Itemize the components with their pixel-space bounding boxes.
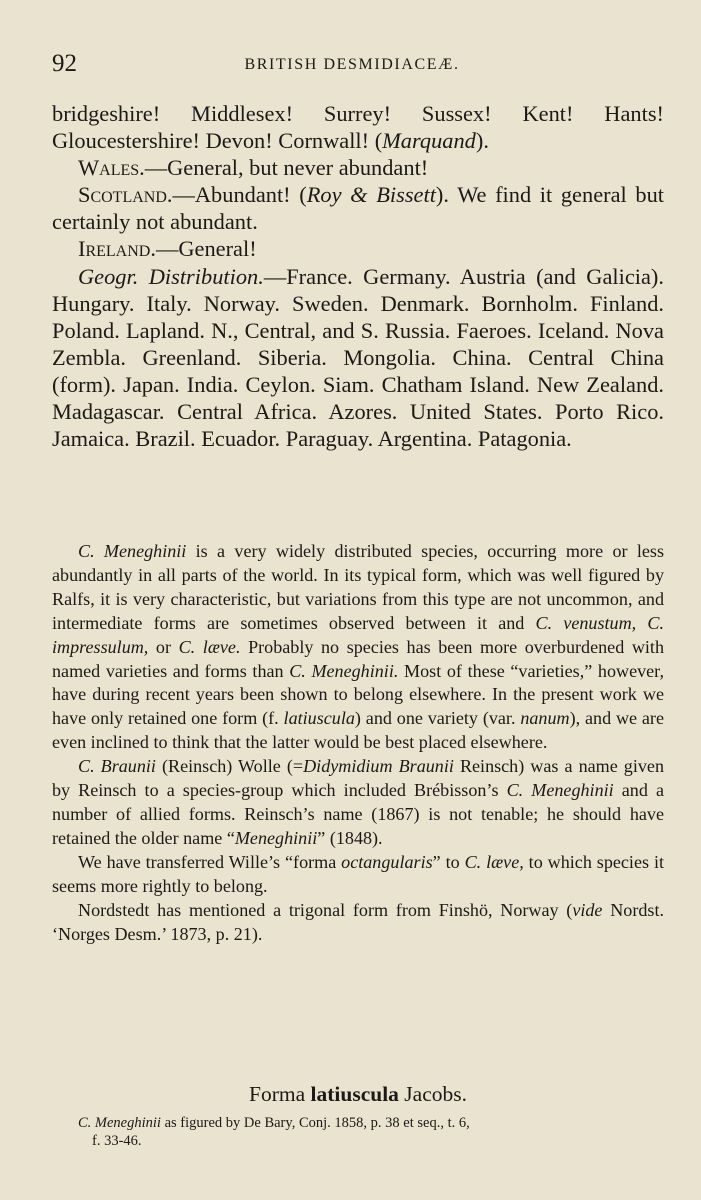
- note-paragraph-1: C. Meneghinii is a very widely distributed species, occurring more or less abundantly in all parts of the world. In its typical form, which was well figured by Ralfs, it is very characteristic, but variations from this type are not uncommon, and intermediate forms are sometimes observed between it and C. venustum, C. impressulum, or C. læve. Probably no species has been more overburdened with named varieties and forms than C. Meneghinii. Most of these “varieties,” however, have during recent years been shown to belong elsewhere. In the present work we have only retained one form (f. latiuscula) and one variety (var. nanum), and we are even inclined to think that the latter would be best placed elsewhere.: [52, 541, 665, 753]
- ireland-label: Ireland: [78, 236, 151, 262]
- note-paragraph-3: We have transferred Wille’s “forma octangularis” to C. læve, to which species it seems more rightly to belong.: [52, 851, 664, 896]
- forma-citation: C. Meneghinii as figured by De Bary, Conj. 1858, p. 38 et seq., t. 6, f. 33-46.: [78, 1115, 470, 1149]
- forma-name: latiuscula: [310, 1082, 399, 1106]
- forma-heading: Forma latiuscula Jacobs.: [249, 1082, 467, 1106]
- england-distribution: bridgeshire! Middlesex! Surrey! Sussex! Kent! Hants! Gloucestershire! Devon! Cornwall! (Marquand).: [52, 101, 664, 154]
- wales-label: Wales: [78, 155, 140, 181]
- ireland-distribution: Ireland.—General!: [78, 236, 257, 262]
- page-header: [52, 50, 652, 84]
- notes-section: [52, 540, 664, 946]
- distribution-section: [52, 100, 664, 452]
- wales-distribution: Wales.—General, but never abundant!: [78, 155, 429, 181]
- geographical-distribution: Geogr. Distribution.—France. Germany. Austria (and Galicia). Hungary. Italy. Norway. Sweden. Denmark. Bornholm. Finland. Poland. Lapland. N., Central, and S. Russia. Faeroes. Iceland. Nova Zembla. Greenland. Siberia. Mongolia. China. Central China (form). Japan. India. Ceylon. Siam. Chatham Island. New Zealand. Madagascar. Central Africa. Azores. United States. Porto Rico. Jamaica. Brazil. Ecuador. Paraguay. Argentina. Patagonia.: [52, 263, 664, 452]
- note-paragraph-2: C. Braunii (Reinsch) Wolle (=Didymidium Braunii Reinsch) was a name given by Reinsch to a species-group which included Brébisson’s C. Meneghinii and a number of allied forms. Reinsch’s name (1867) is not tenable; he should have retained the older name “Meneghinii” (1848).: [52, 756, 665, 848]
- scotland-label: Scotland: [78, 182, 167, 208]
- geogr-label: Geogr. Distribution.: [78, 263, 264, 289]
- scotland-distribution: Scotland.—Abundant! (Roy & Bissett). We find it general but certainly not abundant.: [52, 182, 664, 235]
- page-number: 92: [52, 50, 77, 77]
- note-paragraph-4: Nordstedt has mentioned a trigonal form from Finshö, Norway (vide Nordst. ‘Norges Desm.’ 1873, p. 21).: [52, 899, 664, 944]
- running-title: BRITISH DESMIDIACEÆ.: [244, 56, 460, 73]
